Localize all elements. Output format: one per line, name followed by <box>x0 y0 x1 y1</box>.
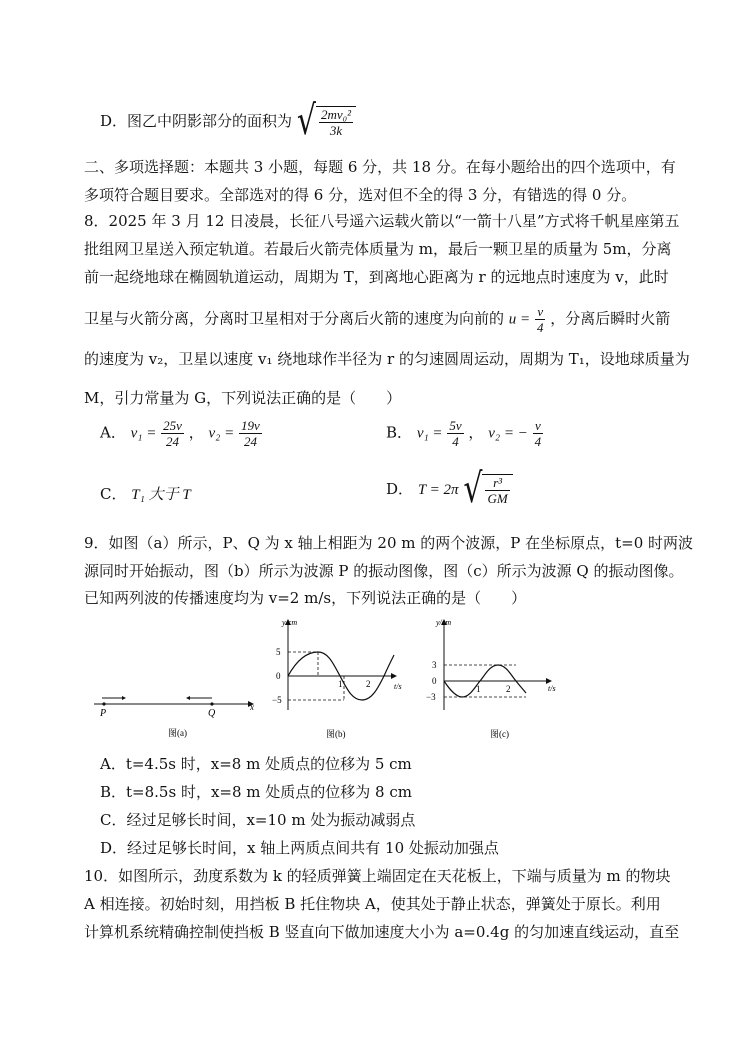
q8-line4 <box>84 304 670 335</box>
figure-a <box>88 680 258 740</box>
q8-line4a: 卫星与火箭分离，分离时卫星相对于分离后火箭的速度为向前的 <box>84 309 505 328</box>
q8-option-b <box>386 418 543 449</box>
option-label: A． <box>100 423 126 442</box>
figure-b-caption: 图(b) <box>326 729 346 739</box>
label-p: P <box>100 708 107 719</box>
tick-5: 5 <box>276 647 281 657</box>
fraction-numerator: r³ <box>485 475 509 491</box>
tick-3: 3 <box>432 660 437 670</box>
tick-1: 1 <box>476 684 481 694</box>
fraction <box>533 418 544 449</box>
fraction-numerator: v <box>535 304 546 320</box>
tick-1: 1 <box>338 679 343 689</box>
q10-line2: A 相连接。初始时刻，用挡板 B 托住物块 A，使其处于静止状态，弹簧处于原长。利用 <box>84 895 661 913</box>
option-label: C． <box>100 485 127 503</box>
label-q: Q <box>208 708 216 719</box>
x-axis-label: t/s <box>394 682 402 691</box>
q10-line1: 10．如图所示，劲度系数为 k 的轻质弹簧上端固定在天花板上，下端与质量为 m 的物块 <box>84 867 671 885</box>
tick-minus5: −5 <box>272 695 282 705</box>
q9-option-b: B．t=8.5s 时，x=8 m 处质点的位移为 8 cm <box>100 783 412 801</box>
u-lhs: u = <box>508 311 531 328</box>
tick-2: 2 <box>506 684 511 694</box>
radical-sign: √ <box>296 97 316 145</box>
fraction <box>239 418 262 449</box>
math-lhs: v₂ = <box>208 425 235 442</box>
figure-c-caption: 图(c) <box>490 729 509 739</box>
q7-option-d-label: D．图乙中阴影部分的面积为 <box>100 112 293 130</box>
tick-2: 2 <box>366 679 371 689</box>
figure-c <box>420 615 565 740</box>
option-label: B． <box>386 423 413 442</box>
x-axis-label: t/s <box>548 684 556 693</box>
q8-line3: 前一起绕地球在椭圆轨道运动，周期为 T，到离地心距离为 r 的远地点时速度为 v，此时 <box>84 268 669 286</box>
tick-0: 0 <box>276 671 281 681</box>
figure-c-graph <box>420 615 565 740</box>
q9-line3: 已知两列波的传播速度均为 v=2 m/s，下列说法正确的是（ ） <box>84 589 527 607</box>
q8-option-a <box>100 418 262 449</box>
math-lhs: T = 2π <box>417 482 459 498</box>
q8-line4b: ，分离后瞬时火箭 <box>550 309 671 328</box>
figure-a-caption: 图(a) <box>168 728 187 738</box>
fraction <box>447 418 463 449</box>
q9-option-d: D．经过足够长时间，x 轴上两质点间共有 10 处振动加强点 <box>100 839 499 857</box>
sqrt-expression <box>296 97 356 145</box>
label-x: x <box>250 702 254 712</box>
q9-line2: 源同时开始振动，图（b）所示为波源 P 的振动图像，图（c）所示为波源 Q 的振动图像。 <box>84 562 684 580</box>
math-lhs: v₁ = <box>130 425 157 442</box>
fraction-numerator: 19v <box>241 418 260 433</box>
u-fraction <box>535 304 546 335</box>
q8-line6: M，引力常量为 G，下列说法正确的是（ ） <box>84 389 402 407</box>
option-label: D． <box>386 480 414 498</box>
y-axis-label: y/cm <box>282 618 298 627</box>
fraction <box>161 418 184 449</box>
fraction-numerator: 25v <box>163 418 182 433</box>
fraction-numerator: 2mv₀² <box>320 107 352 122</box>
q8-line2: 批组网卫星送入预定轨道。若最后火箭壳体质量为 m，最后一颗卫星的质量为 5m，分离 <box>84 240 672 258</box>
fraction-denominator: 4 <box>534 434 542 449</box>
q8-option-c <box>100 484 191 505</box>
fraction-denominator: 4 <box>452 434 459 449</box>
fraction-denominator: 4 <box>536 320 544 335</box>
fraction-numerator: 5v <box>449 418 462 433</box>
radical-sign: √ <box>463 465 483 513</box>
separator: ， <box>468 423 484 442</box>
q8-option-d <box>386 465 513 513</box>
fraction-numerator: v <box>533 418 544 434</box>
figure-a-diagram <box>88 680 258 740</box>
q9-option-a: A．t=4.5s 时，x=8 m 处质点的位移为 5 cm <box>100 755 412 773</box>
math-lhs: v₁ = <box>416 425 443 442</box>
option-text: T₁ 大于 T <box>131 487 191 503</box>
separator: ， <box>188 423 204 442</box>
q9-option-c: C．经过足够长时间，x=10 m 处为振动减弱点 <box>100 811 416 829</box>
q9-line1: 9．如图（a）所示，P、Q 为 x 轴上相距为 20 m 的两个波源，P 在坐标原点，t=0 时两波 <box>84 534 694 552</box>
figure-b <box>268 615 408 740</box>
y-axis-label: y/cm <box>436 618 452 627</box>
fraction-denominator: 24 <box>166 434 180 449</box>
q8-line1: 8．2025 年 3 月 12 日凌晨，长征八号遥六运载火箭以“一箭十八星”方式将千帆星座第五 <box>84 212 680 230</box>
figure-b-graph <box>268 615 408 740</box>
fraction-denominator: 24 <box>243 434 257 449</box>
q10-line3: 计算机系统精确控制使挡板 B 竖直向下做加速度大小为 a=0.4g 的匀加速直线运动，直至 <box>84 923 680 941</box>
tick-minus3: −3 <box>426 692 436 702</box>
sqrt-expression <box>463 465 512 513</box>
q8-line5: 的速度为 v₂，卫星以速度 v₁ 绕地球作半径为 r 的匀速圆周运动，周期为 T₁，设地球质量为 <box>84 350 690 368</box>
fraction-denominator: 3k <box>329 123 343 138</box>
math-lhs: v₂ = − <box>488 425 528 442</box>
q7-option-d <box>100 97 356 145</box>
section2-line1: 二、多项选择题：本题共 3 小题，每题 6 分，共 18 分。在每小题给出的四个选项中，有 <box>84 158 676 176</box>
section2-line2: 多项符合题目要求。全部选对的得 6 分，选对但不全的得 3 分，有错选的得 0 分。 <box>84 186 637 204</box>
tick-0: 0 <box>432 676 437 686</box>
fraction-denominator: GM <box>487 491 508 506</box>
